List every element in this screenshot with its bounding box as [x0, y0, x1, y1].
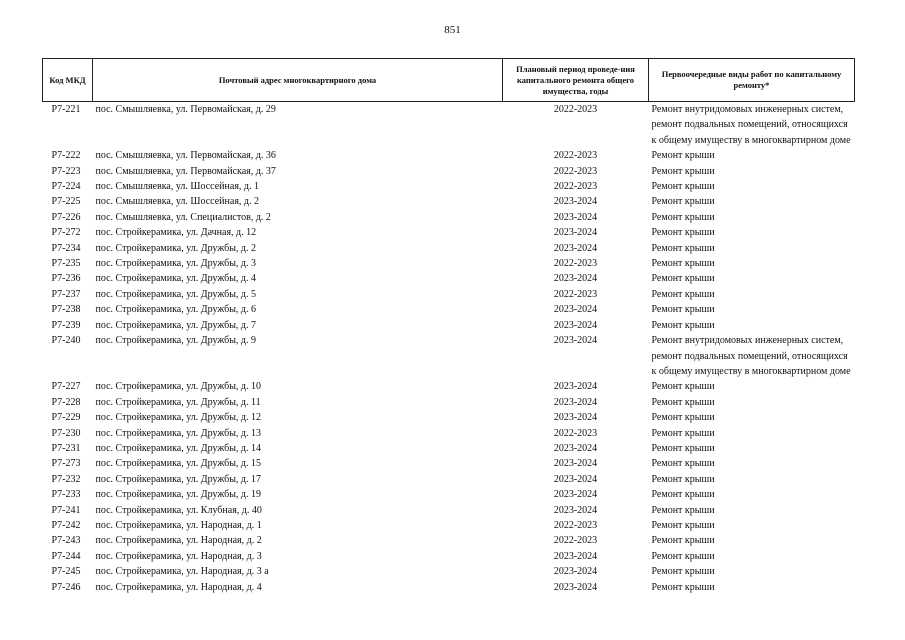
header-address: Почтовый адрес многоквартирного дома: [93, 59, 503, 102]
period-cell: 2023-2024: [553, 412, 598, 424]
works-cell: Ремонт крыши: [651, 442, 715, 454]
table-row: [43, 271, 855, 286]
table-header-row: [43, 59, 855, 102]
period-cell: 2023-2024: [553, 381, 598, 393]
address-cell: пос. Стройкерамика, ул. Дружбы, д. 13: [95, 427, 262, 439]
code-cell: Р7-226: [51, 211, 81, 223]
address-cell: пос. Стройкерамика, ул. Дружбы, д. 12: [95, 412, 262, 424]
code-cell: Р7-224: [51, 181, 81, 193]
table-row: [43, 102, 855, 149]
works-cell: Ремонт крыши: [651, 304, 715, 316]
works-cell: Ремонт крыши: [651, 396, 715, 408]
works-cell: Ремонт крыши: [651, 258, 715, 270]
table-row: [43, 426, 855, 441]
code-cell: Р7-241: [51, 504, 81, 516]
address-cell: пос. Стройкерамика, ул. Дружбы, д. 11: [95, 396, 261, 408]
address-cell: пос. Смышляевка, ул. Первомайская, д. 37: [95, 165, 276, 177]
period-cell: 2023-2024: [553, 550, 598, 562]
table-row: [43, 503, 855, 518]
table-row: [43, 395, 855, 410]
works-cell: Ремонт крыши: [651, 535, 715, 547]
period-cell: 2023-2024: [553, 566, 598, 578]
code-cell: Р7-245: [51, 566, 81, 578]
period-cell: 2022-2023: [553, 535, 598, 547]
period-cell: 2022-2023: [553, 288, 598, 300]
works-cell: Ремонт крыши: [651, 381, 715, 393]
header-period: Плановый период проведе-ния капитального ремонта общего имущества, годы: [503, 59, 649, 102]
code-cell: Р7-221: [51, 104, 81, 115]
code-cell: Р7-235: [51, 258, 81, 270]
page-number: 851: [444, 24, 461, 36]
code-cell: Р7-233: [51, 489, 81, 501]
table-row: [43, 456, 855, 471]
table-row: [43, 210, 855, 225]
code-cell: Р7-238: [51, 304, 81, 316]
header-code: Код МКД: [43, 59, 93, 102]
works-cell: Ремонт крыши: [651, 504, 715, 516]
works-cell: Ремонт крыши: [651, 519, 715, 531]
works-cell: Ремонт крыши: [651, 319, 715, 331]
address-cell: пос. Смышляевка, ул. Шоссейная, д. 1: [95, 181, 260, 193]
code-cell: Р7-231: [51, 442, 81, 454]
address-cell: пос. Стройкерамика, ул. Дружбы, д. 17: [95, 473, 262, 485]
code-cell: Р7-246: [51, 581, 81, 593]
period-cell: 2023-2024: [553, 396, 598, 408]
code-cell: Р7-228: [51, 396, 81, 408]
address-cell: пос. Стройкерамика, ул. Дружбы, д. 7: [95, 319, 257, 331]
address-cell: пос. Смышляевка, ул. Специалистов, д. 2: [95, 211, 271, 223]
table-row: [43, 564, 855, 579]
period-cell: 2023-2024: [553, 504, 598, 516]
table-row: [43, 410, 855, 425]
address-cell: пос. Смышляевка, ул. Шоссейная, д. 2: [95, 196, 260, 208]
code-cell: Р7-227: [51, 381, 81, 393]
address-cell: пос. Смышляевка, ул. Первомайская, д. 29: [95, 104, 276, 115]
address-cell: пос. Стройкерамика, ул. Дачная, д. 12: [95, 227, 257, 239]
repair-schedule-table: [42, 58, 855, 595]
works-cell: Ремонт крыши: [651, 150, 715, 162]
address-cell: пос. Стройкерамика, ул. Дружбы, д. 4: [95, 273, 257, 285]
table-row: [43, 164, 855, 179]
table-row: [43, 549, 855, 564]
table-row: [43, 472, 855, 487]
address-cell: пос. Стройкерамика, ул. Дружбы, д. 10: [95, 381, 262, 393]
address-cell: пос. Стройкерамика, ул. Народная, д. 2: [95, 535, 262, 547]
works-cell: Ремонт крыши: [651, 489, 715, 501]
table-body: [43, 102, 855, 596]
works-cell: Ремонт крыши: [651, 181, 715, 193]
period-cell: 2023-2024: [553, 227, 598, 239]
code-cell: Р7-230: [51, 427, 81, 439]
works-cell: Ремонт крыши: [651, 211, 715, 223]
table-row: [43, 333, 855, 379]
period-cell: 2023-2024: [553, 211, 598, 223]
period-cell: 2022-2023: [553, 258, 598, 270]
code-cell: Р7-222: [51, 150, 81, 162]
code-cell: Р7-236: [51, 273, 81, 285]
works-cell: Ремонт крыши: [651, 473, 715, 485]
address-cell: пос. Стройкерамика, ул. Дружбы, д. 14: [95, 442, 262, 454]
works-cell: Ремонт крыши: [651, 458, 715, 470]
period-cell: 2023-2024: [553, 319, 598, 331]
period-cell: 2022-2023: [553, 104, 598, 115]
code-cell: Р7-225: [51, 196, 81, 208]
code-cell: Р7-237: [51, 288, 81, 300]
table-row: [43, 256, 855, 271]
address-cell: пос. Стройкерамика, ул. Дружбы, д. 19: [95, 489, 262, 501]
address-cell: пос. Стройкерамика, ул. Дружбы, д. 5: [95, 288, 257, 300]
address-cell: пос. Стройкерамика, ул. Народная, д. 3 а: [95, 566, 269, 578]
code-cell: Р7-272: [51, 227, 81, 239]
period-cell: 2023-2024: [553, 196, 598, 208]
address-cell: пос. Стройкерамика, ул. Дружбы, д. 15: [95, 458, 262, 470]
table-row: [43, 302, 855, 317]
code-cell: Р7-239: [51, 319, 81, 331]
table-row: [43, 518, 855, 533]
period-cell: 2023-2024: [553, 304, 598, 316]
table-row: [43, 241, 855, 256]
works-cell: Ремонт крыши: [651, 227, 715, 239]
address-cell: пос. Стройкерамика, ул. Дружбы, д. 3: [95, 258, 257, 270]
period-cell: 2023-2024: [553, 489, 598, 501]
code-cell: Р7-273: [51, 458, 81, 470]
address-cell: пос. Стройкерамика, ул. Народная, д. 3: [95, 550, 262, 562]
table-row: [43, 225, 855, 240]
address-cell: пос. Стройкерамика, ул. Дружбы, д. 2: [95, 242, 257, 254]
table-row: [43, 441, 855, 456]
works-cell: Ремонт крыши: [651, 566, 715, 578]
works-cell: Ремонт внутридомовых инженерных систем, ремонт подвальных помещений, относящихся к общему имуществу в многоквартирном доме: [651, 104, 851, 146]
period-cell: 2022-2023: [553, 181, 598, 193]
table-row: [43, 179, 855, 194]
address-cell: пос. Стройкерамика, ул. Народная, д. 1: [95, 519, 262, 531]
table-row: [43, 533, 855, 548]
code-cell: Р7-243: [51, 535, 81, 547]
period-cell: 2023-2024: [553, 581, 598, 593]
table-row: [43, 379, 855, 394]
works-cell: Ремонт крыши: [651, 273, 715, 285]
period-cell: 2022-2023: [553, 150, 598, 162]
period-cell: 2023-2024: [553, 273, 598, 285]
code-cell: Р7-240: [51, 335, 81, 347]
works-cell: Ремонт крыши: [651, 427, 715, 439]
table-row: [43, 148, 855, 163]
works-cell: Ремонт крыши: [651, 242, 715, 254]
code-cell: Р7-242: [51, 519, 81, 531]
works-cell: Ремонт крыши: [651, 581, 715, 593]
period-cell: 2022-2023: [553, 165, 598, 177]
code-cell: Р7-223: [51, 165, 81, 177]
period-cell: 2023-2024: [553, 442, 598, 454]
works-cell: Ремонт крыши: [651, 196, 715, 208]
table-row: [43, 318, 855, 333]
code-cell: Р7-229: [51, 412, 81, 424]
table-row: [43, 487, 855, 502]
period-cell: 2023-2024: [553, 458, 598, 470]
code-cell: Р7-232: [51, 473, 81, 485]
works-cell: Ремонт внутридомовых инженерных систем, ремонт подвальных помещений, относящихся к общему имуществу в многоквартирном доме: [651, 335, 851, 377]
table-row: [43, 194, 855, 209]
table-row: [43, 580, 855, 595]
period-cell: 2022-2023: [553, 427, 598, 439]
works-cell: Ремонт крыши: [651, 165, 715, 177]
period-cell: 2023-2024: [553, 335, 598, 347]
address-cell: пос. Стройкерамика, ул. Дружбы, д. 9: [95, 335, 257, 347]
address-cell: пос. Стройкерамика, ул. Дружбы, д. 6: [95, 304, 257, 316]
code-cell: Р7-244: [51, 550, 81, 562]
address-cell: пос. Стройкерамика, ул. Клубная, д. 40: [95, 504, 262, 516]
code-cell: Р7-234: [51, 242, 81, 254]
period-cell: 2023-2024: [553, 242, 598, 254]
works-cell: Ремонт крыши: [651, 288, 715, 300]
table-row: [43, 287, 855, 302]
address-cell: пос. Стройкерамика, ул. Народная, д. 4: [95, 581, 262, 593]
period-cell: 2022-2023: [553, 519, 598, 531]
address-cell: пос. Смышляевка, ул. Первомайская, д. 36: [95, 150, 276, 162]
period-cell: 2023-2024: [553, 473, 598, 485]
header-works: Первоочередные виды работ по капитальному ремонту*: [649, 59, 855, 102]
works-cell: Ремонт крыши: [651, 550, 715, 562]
works-cell: Ремонт крыши: [651, 412, 715, 424]
